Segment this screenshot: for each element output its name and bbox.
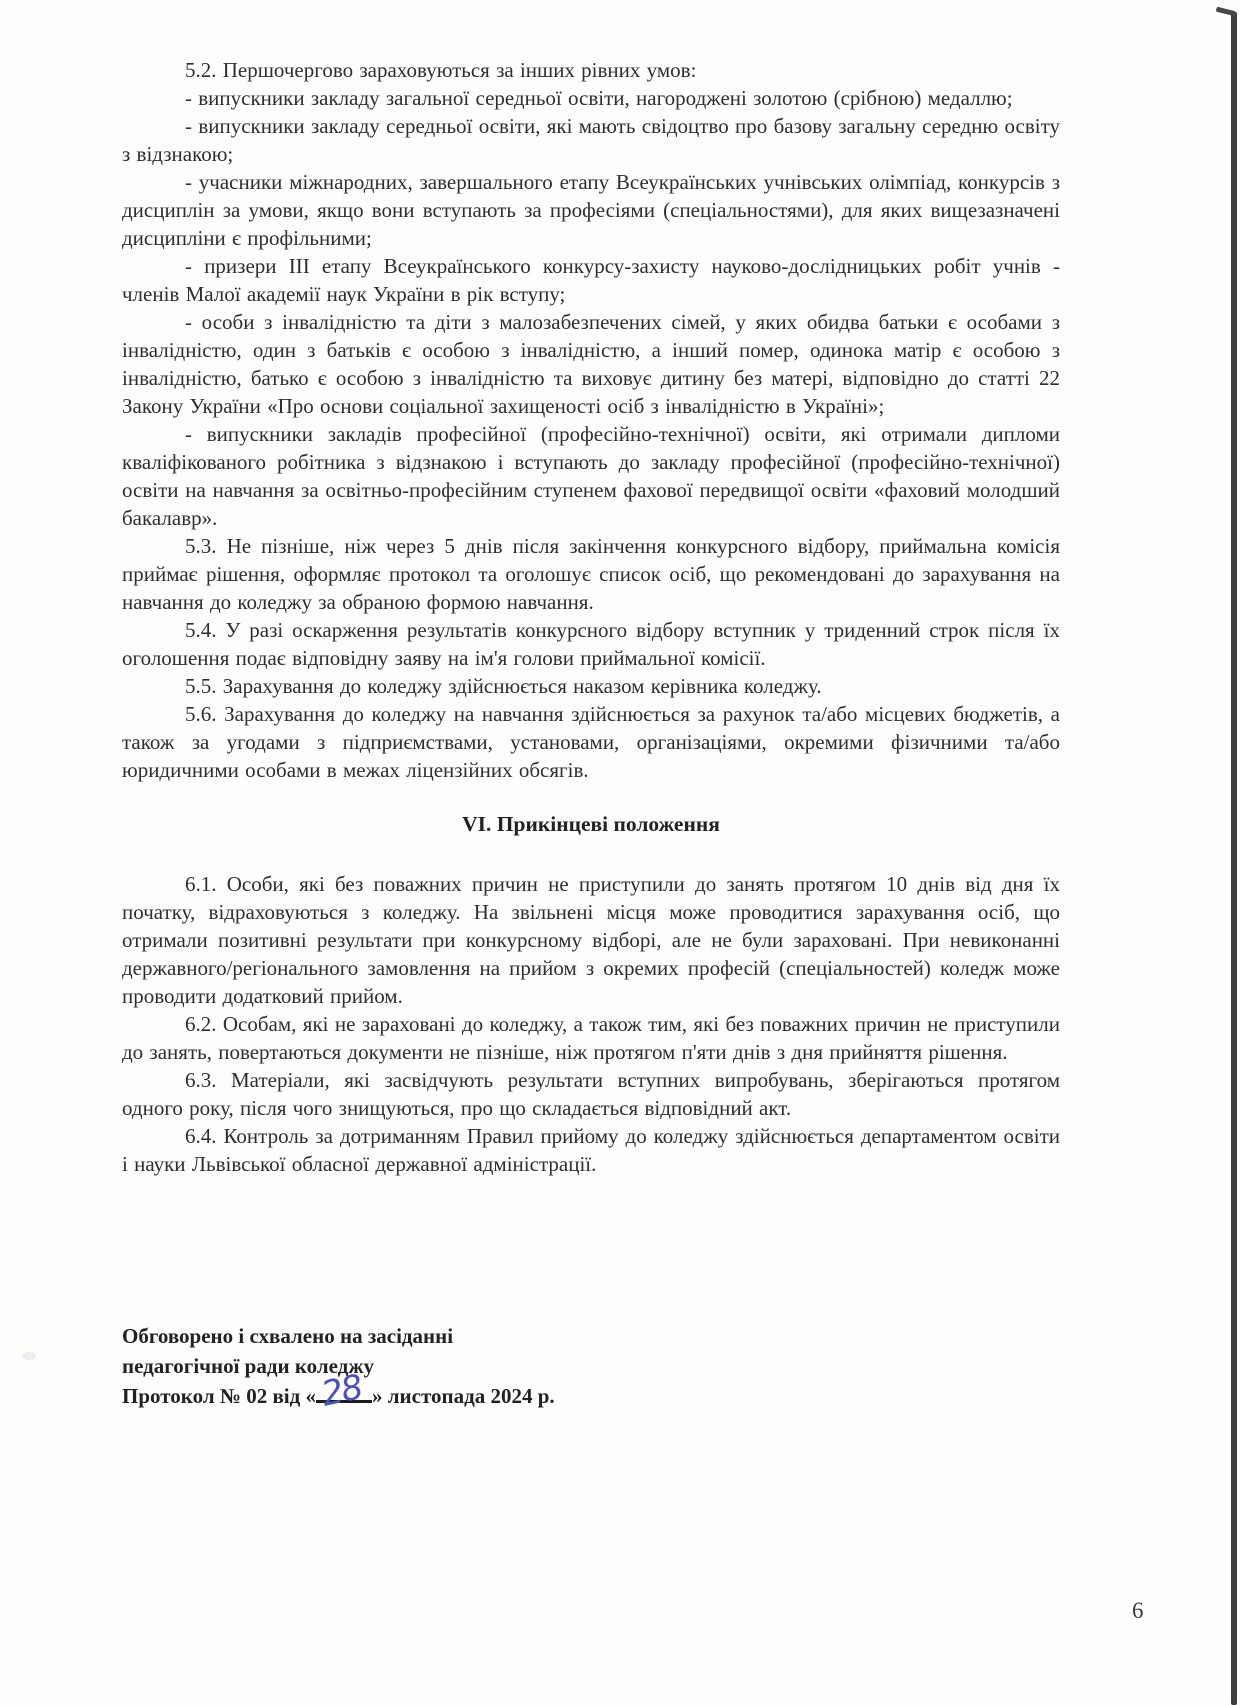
protocol-prefix: Протокол № 02 від «	[122, 1384, 317, 1408]
paragraph-5-4: 5.4. У разі оскарження результатів конкурсного відбору вступник у триденний строк після їх оголошення подає відповідну заяву на ім'я голови приймальної комісії.	[122, 618, 1060, 670]
protocol-line	[122, 1366, 1060, 1415]
page-content	[122, 56, 1060, 1415]
handwritten-day: 28	[318, 1366, 365, 1415]
paragraph-5-5: 5.5. Зарахування до коледжу здійснюється наказом керівника коледжу.	[185, 674, 822, 698]
approval-line-1: Обговорено і схвалено на засіданні	[122, 1324, 454, 1348]
approval-line-2: педагогічної ради коледжу	[122, 1353, 375, 1378]
scan-smudge-artifact	[22, 1352, 36, 1360]
list-item-vocational-graduates: - випускники закладів професійної (професійно-технічної) освіти, які отримали дипломи кваліфікованого робітника з відзнакою і вступають до закладу професійної (професійно-технічної) освіти на навчання за освітньо-професійним ступенем фахової передвищої освіти «фаховий молодший бакалавр».	[122, 422, 1060, 530]
section-vi-heading: VI. Прикінцеві положення	[462, 812, 720, 836]
list-item-olympiads: - учасники міжнародних, завершального етапу Всеукраїнських учнівських олімпіад, конкурсів з дисциплін за умови, якщо вони вступають за професіями (спеціальностями), для яких вищезазначені дисципліни є профільними;	[122, 170, 1060, 250]
paragraph-6-4: 6.4. Контроль за дотриманням Правил прийому до коледжу здійснюється департаментом освіти і науки Львівської обласної державної адміністрації.	[122, 1124, 1060, 1176]
list-item-medal: - випускники закладу загальної середньої освіти, нагороджені золотою (срібною) медаллю;	[185, 86, 1013, 110]
paragraph-6-2: 6.2. Особам, які не зараховані до коледжу, а також тим, які без поважних причин не приступили до занять, повертаються документи не пізніше, ніж протягом п'яти днів з дня прийняття рішення.	[122, 1012, 1060, 1064]
paragraph-5-2: 5.2. Першочергово зараховуються за інших рівних умов:	[185, 58, 697, 82]
protocol-date-blank	[316, 1366, 372, 1415]
paragraph-5-6: 5.6. Зарахування до коледжу на навчання здійснюється за рахунок та/або місцевих бюджетів, а також за угодами з підприємствами, установами, організаціями, окремими фізичними та/або юридичними особами в межах ліцензійних обсягів.	[122, 702, 1060, 782]
paragraph-5-3: 5.3. Не пізніше, ніж через 5 днів після закінчення конкурсного відбору, приймальна комісія приймає рішення, оформляє протокол та оголошує список осіб, що рекомендовані до зарахування на навчання до коледжу за обраною формою навчання.	[122, 534, 1060, 614]
paragraph-6-3: 6.3. Матеріали, які засвідчують результати вступних випробувань, зберігаються протягом одного року, після чого знищуються, про що складається відповідний акт.	[122, 1068, 1060, 1120]
approval-block	[122, 1322, 1060, 1415]
list-item-contest-winners: - призери III етапу Всеукраїнського конкурсу-захисту науково-дослідницьких робіт учнів - членів Малої академії наук України в рік вступу;	[122, 254, 1060, 306]
scan-edge-hook-artifact	[1216, 7, 1237, 17]
protocol-suffix: » листопада 2024 р.	[372, 1384, 555, 1408]
list-item-certificate: - випускники закладу середньої освіти, які мають свідоцтво про базову загальну середню освіту з відзнакою;	[122, 114, 1060, 166]
scan-edge-artifact	[1231, 12, 1237, 1705]
page-number: 6	[1132, 1598, 1144, 1623]
list-item-disability: - особи з інвалідністю та діти з малозабезпечених сімей, у яких обидва батьки є особами з інвалідністю, один з батьків є особою з інвалідністю, а інший помер, одинока матір є особою з інвалідністю, батько є особою з інвалідністю та виховує дитину без матері, відповідно до статті 22 Закону України «Про основи соціальної захищеності осіб з інвалідністю в Україні»;	[122, 310, 1060, 418]
paragraph-6-1: 6.1. Особи, які без поважних причин не приступили до занять протягом 10 днів від дня їх початку, відраховуються з коледжу. На звільнені місця може проводитися зарахування осіб, що отримали позитивні результати при конкурсному відборі, але не були зараховані. При невиконанні державного/регіонального замовлення на прийом з окремих професій (спеціальностей) коледж може проводити додатковий прийом.	[122, 872, 1060, 1008]
